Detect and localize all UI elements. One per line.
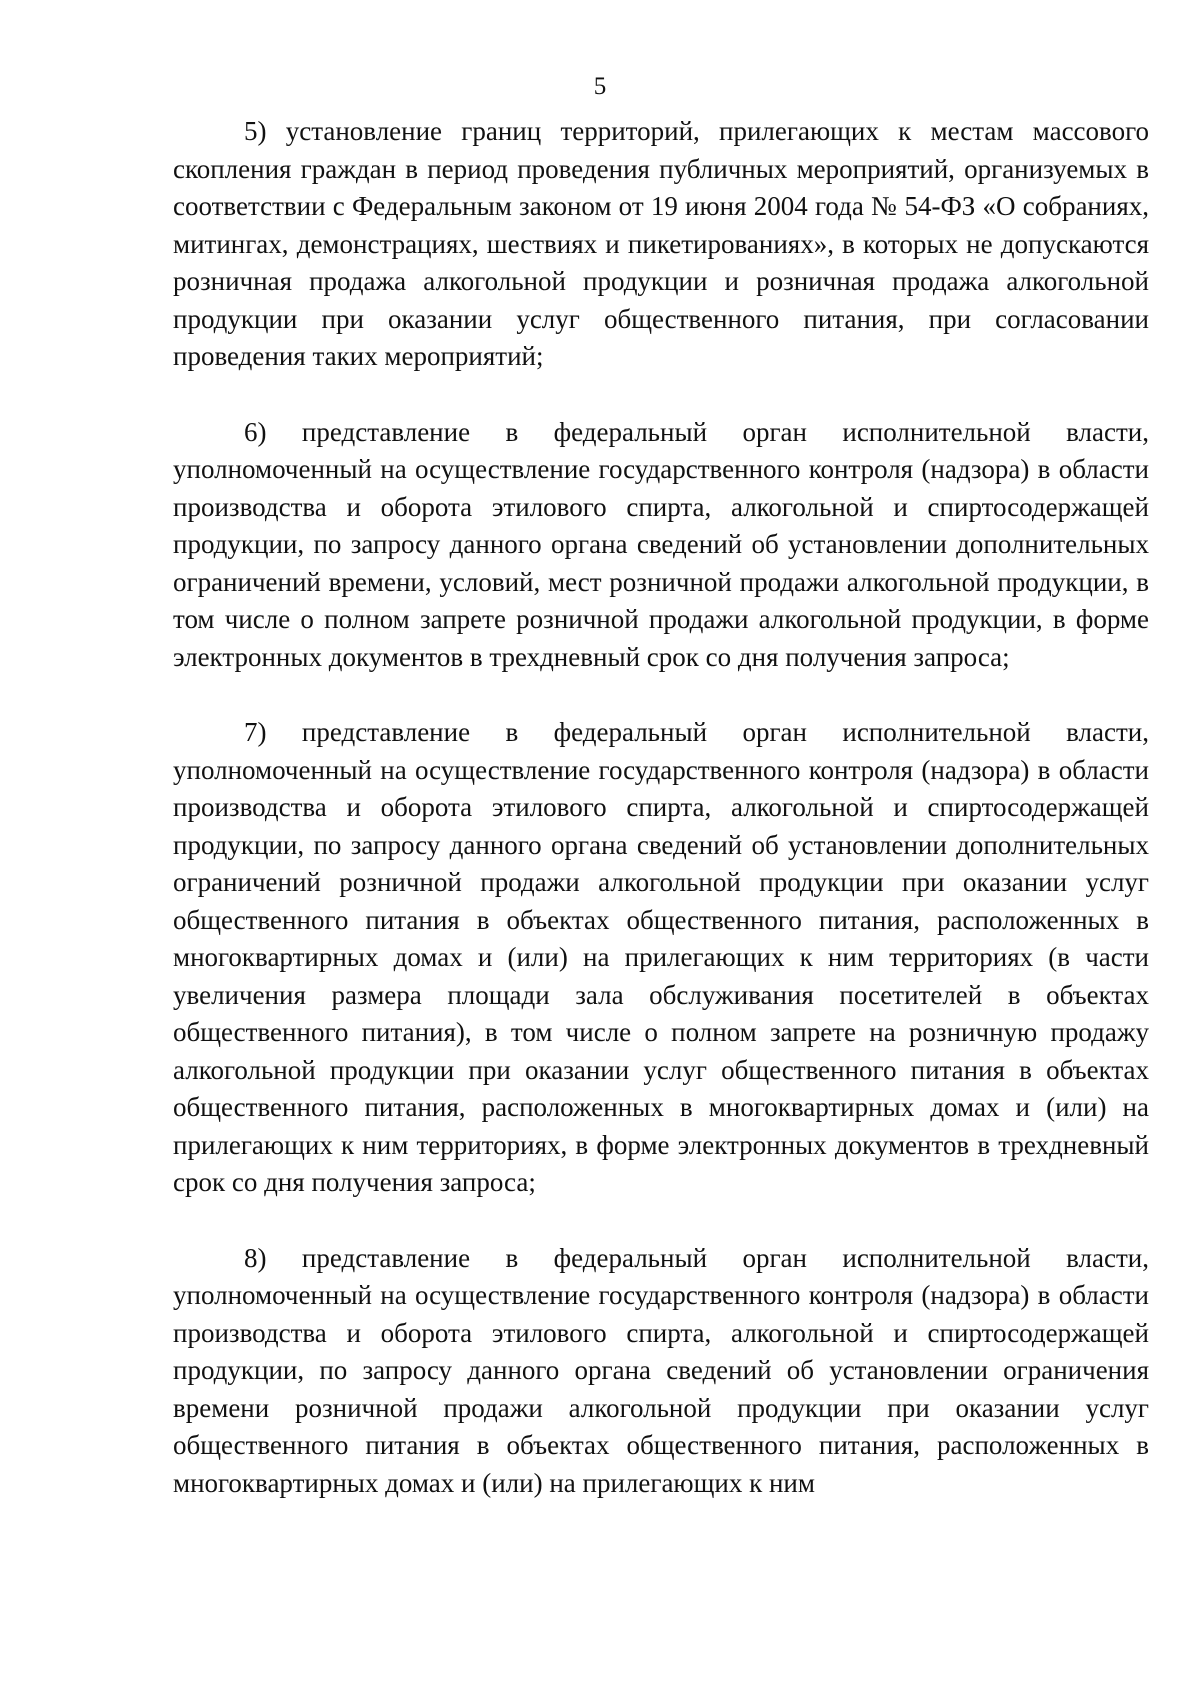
list-item-8: 8) представление в федеральный орган исполнительной власти, уполномоченный на осуществление государственного контроля (надзора) в области производства и оборота этилового спирта, алкогольной и спиртосодержащей продукции, по запросу данного органа сведений об установлении ограничения времени розничной продажи алкогольной продукции при оказании услуг общественного питания в объектах общественного питания, расположенных в многоквартирных домах и (или) на прилегающих к ним — [173, 1242, 1149, 1498]
list-item-7: 7) представление в федеральный орган исполнительной власти, уполномоченный на осуществление государственного контроля (надзора) в области производства и оборота этилового спирта, алкогольной и спиртосодержащей продукции, по запросу данного органа сведений об установлении дополнительных ограничений розничной продажи алкогольной продукции при оказании услуг общественного питания в объектах общественного питания, расположенных в многоквартирных домах и (или) на прилегающих к ним территориях (в части увеличения размера площади зала обслуживания посетителей в объектах общественного питания), в том числе о полном запрете на розничную продажу алкогольной продукции при оказании услуг общественного питания в объектах общественного питания, расположенных в многоквартирных домах и (или) на прилегающих к ним территориях, в форме электронных документов в трехдневный срок со дня получения запроса; — [173, 717, 1149, 1197]
list-item-6: 6) представление в федеральный орган исполнительной власти, уполномоченный на осуществление государственного контроля (надзора) в области производства и оборота этилового спирта, алкогольной и спиртосодержащей продукции, по запросу данного органа сведений об установлении дополнительных ограничений времени, условий, мест розничной продажи алкогольной продукции, в том числе о полном запрете розничной продажи алкогольной продукции, в форме электронных документов в трехдневный срок со дня получения запроса; — [173, 416, 1149, 672]
page-number: 5 — [593, 73, 607, 100]
list-item-5: 5) установление границ территорий, прилегающих к местам массового скопления граждан в период проведения публичных мероприятий, организуемых в соответствии с Федеральным законом от 19 июня 2004 года № 54-ФЗ «О собраниях, митингах, демонстрациях, шествиях и пикетированиях», в которых не допускаются розничная продажа алкогольной продукции и розничная продажа алкогольной продукции при оказании услуг общественного питания, при согласовании проведения таких мероприятий; — [173, 116, 1149, 371]
document-body — [173, 113, 1149, 1540]
